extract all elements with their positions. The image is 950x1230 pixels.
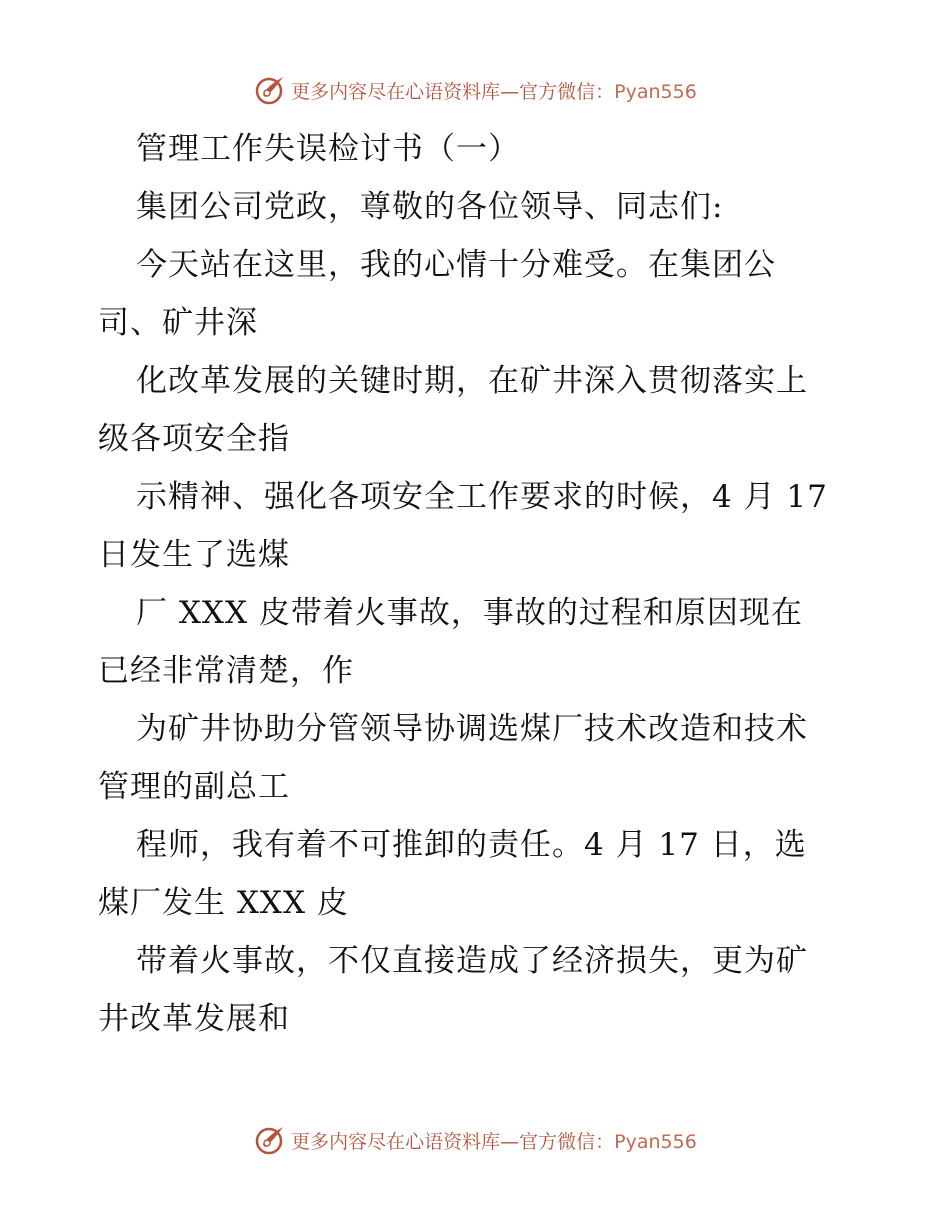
watermark-text bbox=[291, 77, 697, 104]
watermark-site-text: 更多内容尽在心语资料库—官方微信： bbox=[291, 80, 615, 103]
watermark-wechat-id: Pyan556 bbox=[614, 1130, 697, 1153]
watermark-site-text: 更多内容尽在心语资料库—官方微信： bbox=[291, 1130, 615, 1153]
paragraph-line: 级各项安全指 bbox=[98, 421, 290, 457]
watermark-text bbox=[291, 1127, 697, 1154]
document-body bbox=[98, 120, 858, 1048]
paragraph-line: 日发生了选煤 bbox=[98, 537, 290, 573]
paragraph-line: 化改革发展的关键时期，在矿井深入贯彻落实上 bbox=[136, 363, 808, 399]
paragraph-line: 示精神、强化各项安全工作要求的时候，4 月 17 bbox=[136, 479, 828, 515]
paragraph-line: 已经非常清楚，作 bbox=[98, 653, 354, 689]
paragraph-line: 为矿井协助分管领导协调选煤厂技术改造和技术 bbox=[136, 711, 808, 747]
rose-quill-logo-icon bbox=[253, 1123, 287, 1157]
paragraph-line: 带着火事故，不仅直接造成了经济损失，更为矿 bbox=[136, 943, 808, 979]
paragraph-line: 今天站在这里，我的心情十分难受。在集团公 bbox=[136, 247, 776, 283]
paragraph-line: 司、矿井深 bbox=[98, 305, 258, 341]
header-watermark bbox=[0, 70, 950, 110]
paragraph-line: 煤厂发生 XXX 皮 bbox=[98, 885, 349, 921]
watermark-wechat-id: Pyan556 bbox=[614, 80, 697, 103]
paragraph-line: 程师，我有着不可推卸的责任。4 月 17 日，选 bbox=[136, 827, 807, 863]
document-title: 管理工作失误检讨书（一） bbox=[136, 131, 520, 167]
paragraph-line: 管理的副总工 bbox=[98, 769, 290, 805]
paragraph-line: 厂 XXX 皮带着火事故，事故的过程和原因现在 bbox=[136, 595, 803, 631]
rose-quill-logo-icon bbox=[253, 73, 287, 107]
footer-watermark bbox=[0, 1120, 950, 1160]
salutation: 集团公司党政，尊敬的各位领导、同志们: bbox=[136, 189, 724, 225]
paragraph-line: 井改革发展和 bbox=[98, 1001, 290, 1037]
